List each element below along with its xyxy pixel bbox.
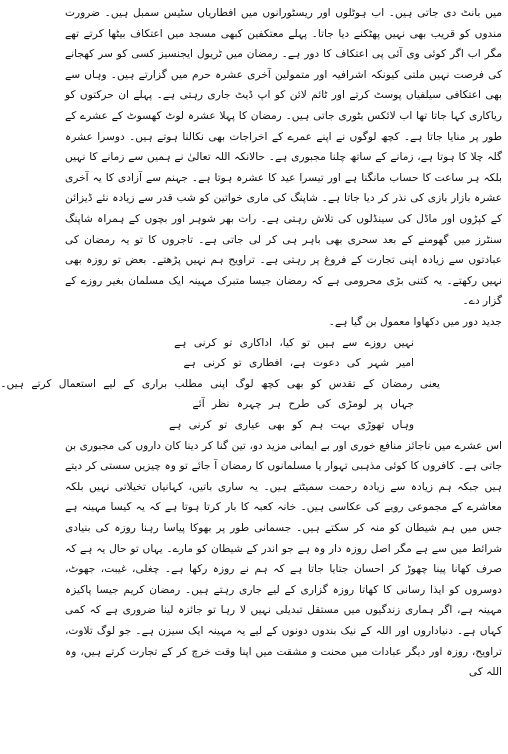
paragraph-modern-pretense: جدید دور میں دکھاوا معمول بن گیا ہے۔ (328, 316, 502, 328)
verse-line-1: نہیں روزے سے ہیں تو کیا، اداکاری تو کرنی ہے (174, 336, 414, 349)
verse-interlude-line: یعنی رمضان کے تقدس کو بھی کچھ لوگ اپنی مطلب براری کے لیے استعمال کرتے ہیں۔ (0, 377, 440, 390)
paragraph-ramadan-commercialization: میں بانٹ دی جاتی ہیں۔ اب ہوٹلوں اور ریسٹورانوں میں افطاریاں سٹیس سمبل ہیں۔ ضرورت مندوں کو قریب بھی نہیں پھٹکنے دیا جاتا۔ پہلے معتکفین کبھی مسجد میں اعتکاف بیٹھا کرتے تھے مگر اب اگر کوئی وی آئی پی اعتکاف کا دور ہے۔ رمضان میں ٹریول ایجنسیز کسی کو سر کھجانے کی فرصت نہیں ملتی کیونکہ اشرافیہ اور متمولین آخری عشرہ حرم میں گزارتے ہیں۔ وہاں سے بھی اعتکافی سیلفیاں پوسٹ کرتے اور ٹائم لائن کو اپ ڈیٹ جاری رہتی ہے۔ پہلے ان حرکتوں کو ریاکاری کہا جاتا تھا اب لائکس بٹوری جاتی ہیں۔ رمضان کا پہلا عشرہ لوٹ کھسوٹ کے عشرے کے طور پر منایا جاتا ہے۔ کچھ لوگوں نے اپنے عمرے کے اخراجات بھی نکالنا ہوتے ہیں۔ دوسرا عشرہ گلہ چلا کا ہوتا ہے، زمانے کے ساتھ چلنا مجبوری ہے۔ حالانکہ اللہ تعالیٰ نے ہمیں سے زمانے کا نہیں بلکہ ہر ساعت کا حساب مانگنا ہے اور تیسرا عید کا عشرہ ہوتا ہے۔ جہنم سے آزادی کا یہ آخری عشرہ بازار بازی کی نذر کر دیا جاتا ہے۔ شاپنگ کی ماری خواتین کو شب قدر سے زیادہ نئے ڈیزائن کے کپڑوں اور ماڈل کی سینڈلوں کی تلاش رہتی ہے۔ رات بھر شوہر اور بچوں کے ہمراہ شاپنگ سنٹرز میں گھومنے کے بعد سحری بھی باہر ہی کر لی جاتی ہے۔ تاجروں کا تو یہ رمضان کی عبادتوں سے زیادہ اپنی تجارت کے فروغ پر رہتی ہے۔ تراویح ہم نہیں پڑھتے۔ بعض تو روزہ بھی نہیں رکھتے۔ یہ کتنی بڑی محرومی ہے کہ رمضان جیسا متبرک مہینہ ایک مسلمان بغیر روزے کے گزار دے۔ (65, 7, 502, 308)
verse-line-2: امیر شہر کی دعوت ہے، افطاری تو کرنی ہے (183, 357, 414, 370)
verse-line-3: جہاں پر لومڑی کی طرح ہر چہرہ نظر آئے (192, 398, 414, 411)
paragraph-profiteering-and-fasting: اس عشرے میں ناجائز منافع خوری اور بے ایمانی مزید دو، تین گنا کر دینا کان داروں کی مجبوری بن جاتی ہے۔ کافروں کا کوئی مذہبی تہوار یا مسلمانوں کا رمضان آ جائے تو وہ چیزیں سستی کر دیتے ہیں جبکہ ہم زیادہ سے زیادہ رحمت سمیٹتے ہیں۔ یہ ساری باتیں، کہانیاں تخیلاتی نہیں بلکہ معاشرے کے مجموعی رویے کی عکاسی ہیں۔ خانہ کعبہ کا بار کرتا ہوتا ہے کہ یہ کیسا مہینہ ہے جس میں ہم شیطان کو منہ کر سکتے ہیں۔ جسمانی طور پر بھوکا پیاسا رہنا روزہ کی بنیادی شرائط میں سے ہے مگر اصل روزہ دار وہ ہے جو اندر کے شیطان کو مارے۔ یہاں تو حال یہ ہے کہ صرف کھانا پینا چھوڑ کر احسان جتایا جاتا ہے کہ ہم نے روزہ رکھا ہے۔ چغلی، غیبت، جھوٹ، دوسروں کو ایذا رسانی کا کھاتا روزہ گزاری کے لیے جاری رہتے ہیں۔ رمضان کریم جیسا پاکیزہ مہینہ ہے، اگر ہماری زندگیوں میں مستقل تبدیلی نہیں لا رہا تو جائزہ لینا ضروری ہے کہ کمی کہاں ہے۔ دنیاداروں اور اللہ کے نیک بندوں دونوں کے لیے یہ مہینہ ایک سیزن ہے۔ جو لوگ تلاوت، تراویح، روزہ اور دیگر عبادات میں محنت و مشقت میں اپنا وقت خرچ کر کے تجارت کرتے ہیں، وہ اللہ کی (65, 439, 502, 679)
verse-line-4: وہاں تھوڑی بہت ہم کو بھی عیاری تو کرنی ہے (169, 418, 414, 431)
poem-verses (0, 333, 502, 436)
